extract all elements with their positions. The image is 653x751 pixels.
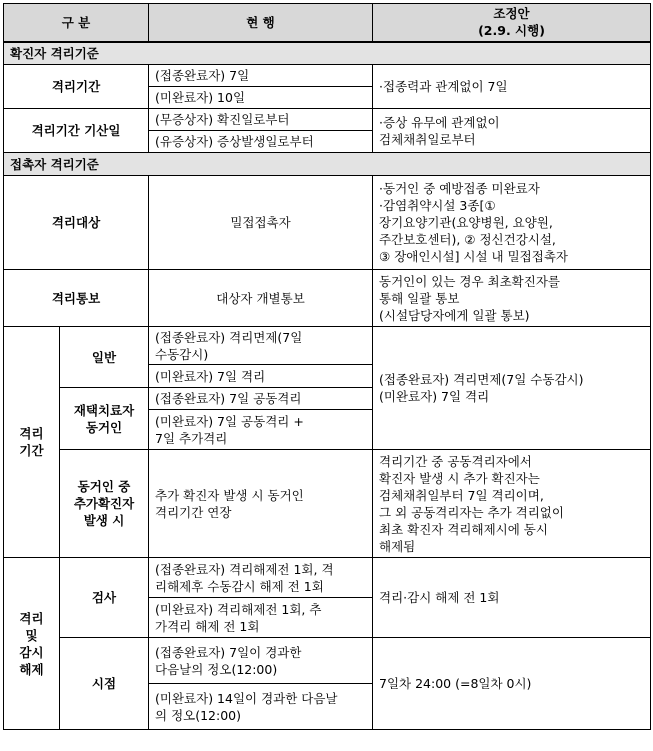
proposal-isolation-period: ·접종력과 관계없이 7일 <box>373 65 651 109</box>
current-home-unvaccinated: (미완료자) 7일 공동격리 + 7일 추가격리 <box>149 410 373 450</box>
proposal-contact-period: (접종완료자) 격리면제(7일 수동감시) (미완료자) 7일 격리 <box>373 327 651 450</box>
row-label-isolation-period: 격리기간 <box>4 65 149 109</box>
subrow-label-home-treatment: 재택치료자 동거인 <box>60 388 149 450</box>
proposal-extra-case: 격리기간 중 공동격리자에서 확진자 발생 시 추가 확진자는 검체채취일부터 7일 격리이며, 그 외 공동격리자는 추가 격리없이 최초 확진자 격리해제시에 동시 해제됨 <box>373 450 651 558</box>
current-time-vaccinated: (접종완료자) 7일이 경과한 다음날의 정오(12:00) <box>149 638 373 684</box>
subrow-label-time: 시점 <box>60 638 149 730</box>
subrow-label-test: 검사 <box>60 558 149 638</box>
proposal-test: 격리·감시 해제 전 1회 <box>373 558 651 638</box>
current-general-unvaccinated: (미완료자) 7일 격리 <box>149 365 373 388</box>
header-category: 구 분 <box>4 4 149 42</box>
current-notice: 대상자 개별통보 <box>149 270 373 327</box>
current-unvaccinated: (미완료자) 10일 <box>149 87 373 109</box>
header-proposal-date: (2.9. 시행) <box>478 23 545 39</box>
current-test-unvaccinated: (미완료자) 격리해제전 1회, 추 가격리 해제 전 1회 <box>149 598 373 638</box>
row-label-contact-period: 격리 기간 <box>4 327 60 558</box>
proposal-time: 7일차 24:00 (=8일차 0시) <box>373 638 651 730</box>
current-asymptomatic: (무증상자) 확진일로부터 <box>149 109 373 131</box>
row-label-start-date: 격리기간 기산일 <box>4 109 149 153</box>
current-test-vaccinated: (접종완료자) 격리해제전 1회, 격 리해제후 수동감시 해제 전 1회 <box>149 558 373 598</box>
row-label-release: 격리 및 감시 해제 <box>4 558 60 730</box>
current-home-vaccinated: (접종완료자) 7일 공동격리 <box>149 388 373 410</box>
current-general-vaccinated: (접종완료자) 격리면제(7일 수동감시) <box>149 327 373 365</box>
proposal-notice: 동거인이 있는 경우 최초확진자를 통해 일괄 통보 (시설담당자에게 일괄 통보) <box>373 270 651 327</box>
current-symptomatic: (유증상자) 증상발생일로부터 <box>149 131 373 153</box>
current-time-unvaccinated: (미완료자) 14일이 경과한 다음날 의 정오(12:00) <box>149 684 373 730</box>
header-proposal <box>373 4 651 42</box>
policy-comparison-table <box>3 3 651 730</box>
current-target: 밀접접촉자 <box>149 176 373 270</box>
subrow-label-general: 일반 <box>60 327 149 388</box>
row-label-notice: 격리통보 <box>4 270 149 327</box>
row-label-target: 격리대상 <box>4 176 149 270</box>
current-extra-case: 추가 확진자 발생 시 동거인 격리기간 연장 <box>149 450 373 558</box>
header-current: 현 행 <box>149 4 373 42</box>
subrow-label-extra-case: 동거인 중 추가확진자 발생 시 <box>60 450 149 558</box>
current-vaccinated: (접종완료자) 7일 <box>149 65 373 87</box>
proposal-target: ·동거인 중 예방접종 미완료자 ·감염취약시설 3종[① 장기요양기관(요양병원, 요양원, 주간보호센터), ② 정신건강시설, ③ 장애인시설] 시설 내 밀접접촉자 <box>373 176 651 270</box>
proposal-start-date: ·증상 유무에 관계없이 검체채취일로부터 <box>373 109 651 153</box>
section-title-contacts: 접촉자 격리기준 <box>4 153 651 176</box>
section-title-confirmed: 확진자 격리기준 <box>4 42 651 65</box>
header-proposal-title: 조정안 <box>493 6 530 22</box>
